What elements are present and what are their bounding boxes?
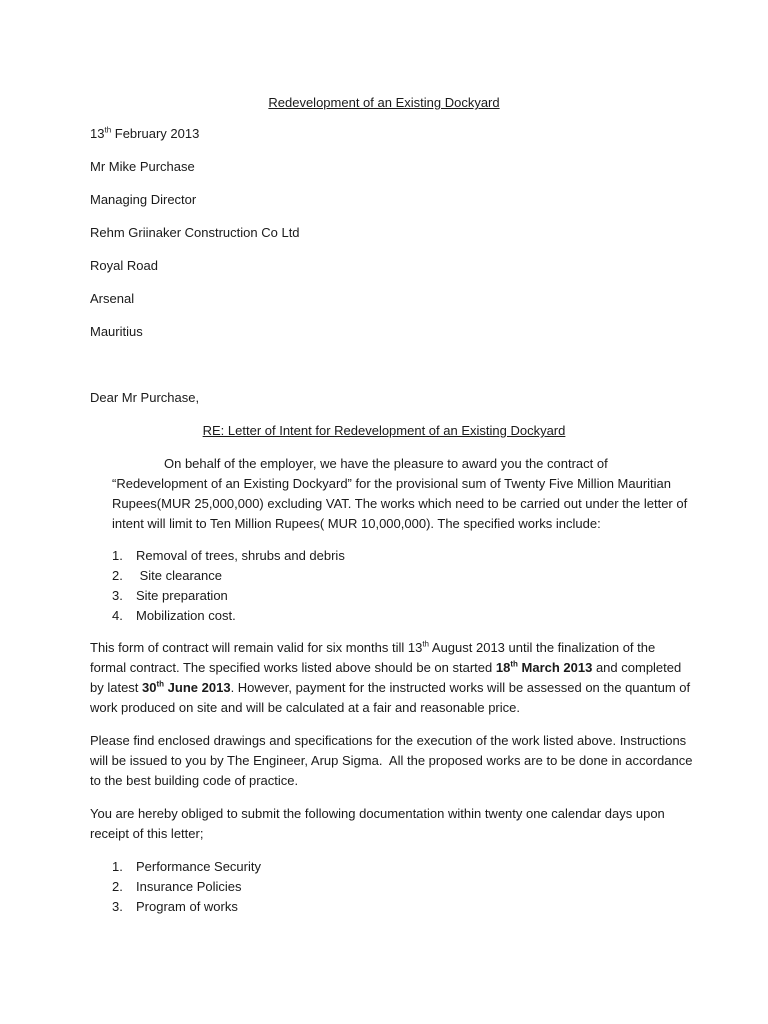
- document-title: Redevelopment of an Existing Dockyard: [268, 95, 500, 110]
- date-suffix: th: [156, 679, 165, 689]
- para1-line: On behalf of the employer, we have the pleasure to award you the contract of: [164, 456, 608, 471]
- para2-text: August 2013 until the finalization of the: [429, 640, 656, 655]
- list-item: Removal of trees, shrubs and debris: [136, 548, 345, 563]
- date-rest: February 2013: [111, 126, 200, 141]
- start-day: 18: [495, 660, 511, 675]
- para4-line: You are hereby obliged to submit the following documentation within twenty one calendar days upon: [90, 806, 665, 821]
- para1-line: Rupees(MUR 25,000,000) excluding VAT. The works which need to be carried out under the letter of: [112, 496, 688, 511]
- start-date: [496, 660, 592, 675]
- para3-line: to the best building code of practice.: [90, 773, 299, 788]
- letter-date: [90, 126, 199, 142]
- date-day: 13: [90, 126, 105, 141]
- list-item: Mobilization cost.: [136, 608, 236, 623]
- start-month: March 2013: [517, 660, 593, 675]
- recipient-title: Managing Director: [90, 192, 197, 207]
- list-number: 2.: [112, 879, 123, 894]
- para2-text: by latest: [90, 680, 143, 695]
- para2-line: [90, 660, 681, 676]
- list-item: Site preparation: [136, 588, 228, 603]
- para1-line: “Redevelopment of an Existing Dockyard” for the provisional sum of Twenty Five Million Mauritian: [112, 476, 671, 491]
- list-item: Performance Security: [136, 859, 261, 874]
- recipient-company: Rehm Griinaker Construction Co Ltd: [90, 225, 300, 240]
- salutation: Dear Mr Purchase,: [90, 390, 200, 405]
- para3-line: Please find enclosed drawings and specifications for the execution of the work listed above. Instructions: [90, 733, 687, 748]
- end-day: 30: [142, 680, 157, 695]
- para2-text: . However, payment for the instructed works will be assessed on the quantum of: [230, 680, 691, 695]
- end-date: [142, 680, 231, 695]
- para3-line: will be issued to you by The Engineer, Arup Sigma. All the proposed works are to be done in accordance: [90, 753, 693, 768]
- recipient-name: Mr Mike Purchase: [90, 159, 195, 174]
- list-number: 1.: [112, 859, 123, 874]
- recipient-country: Mauritius: [90, 324, 143, 339]
- list-item: Insurance Policies: [136, 879, 242, 894]
- date-suffix: th: [510, 659, 518, 669]
- para2-text: and completed: [592, 660, 682, 675]
- recipient-city: Arsenal: [90, 291, 135, 306]
- list-number: 4.: [112, 608, 123, 623]
- para1-line: intent will limit to Ten Million Rupees( MUR 10,000,000). The specified works include:: [112, 516, 601, 531]
- list-number: 2.: [112, 568, 123, 583]
- recipient-street: Royal Road: [90, 258, 158, 273]
- para2-text: This form of contract will remain valid for six months till 13: [90, 640, 423, 655]
- para2-line: work produced on site and will be calculated at a fair and reasonable price.: [90, 700, 520, 715]
- para2-line: [90, 640, 655, 656]
- list-number: 1.: [112, 548, 123, 563]
- end-month: June 2013: [164, 680, 231, 695]
- list-number: 3.: [112, 588, 123, 603]
- list-number: 3.: [112, 899, 123, 914]
- list-item: Program of works: [136, 899, 238, 914]
- subject-line: RE: Letter of Intent for Redevelopment of an Existing Dockyard: [202, 423, 566, 438]
- date-suffix: th: [104, 125, 112, 135]
- para2-text: formal contract. The specified works listed above should be on started: [90, 660, 496, 675]
- date-suffix: th: [422, 639, 429, 649]
- list-item: Site clearance: [136, 568, 222, 583]
- para4-line: receipt of this letter;: [90, 826, 204, 841]
- para2-line: [90, 680, 690, 696]
